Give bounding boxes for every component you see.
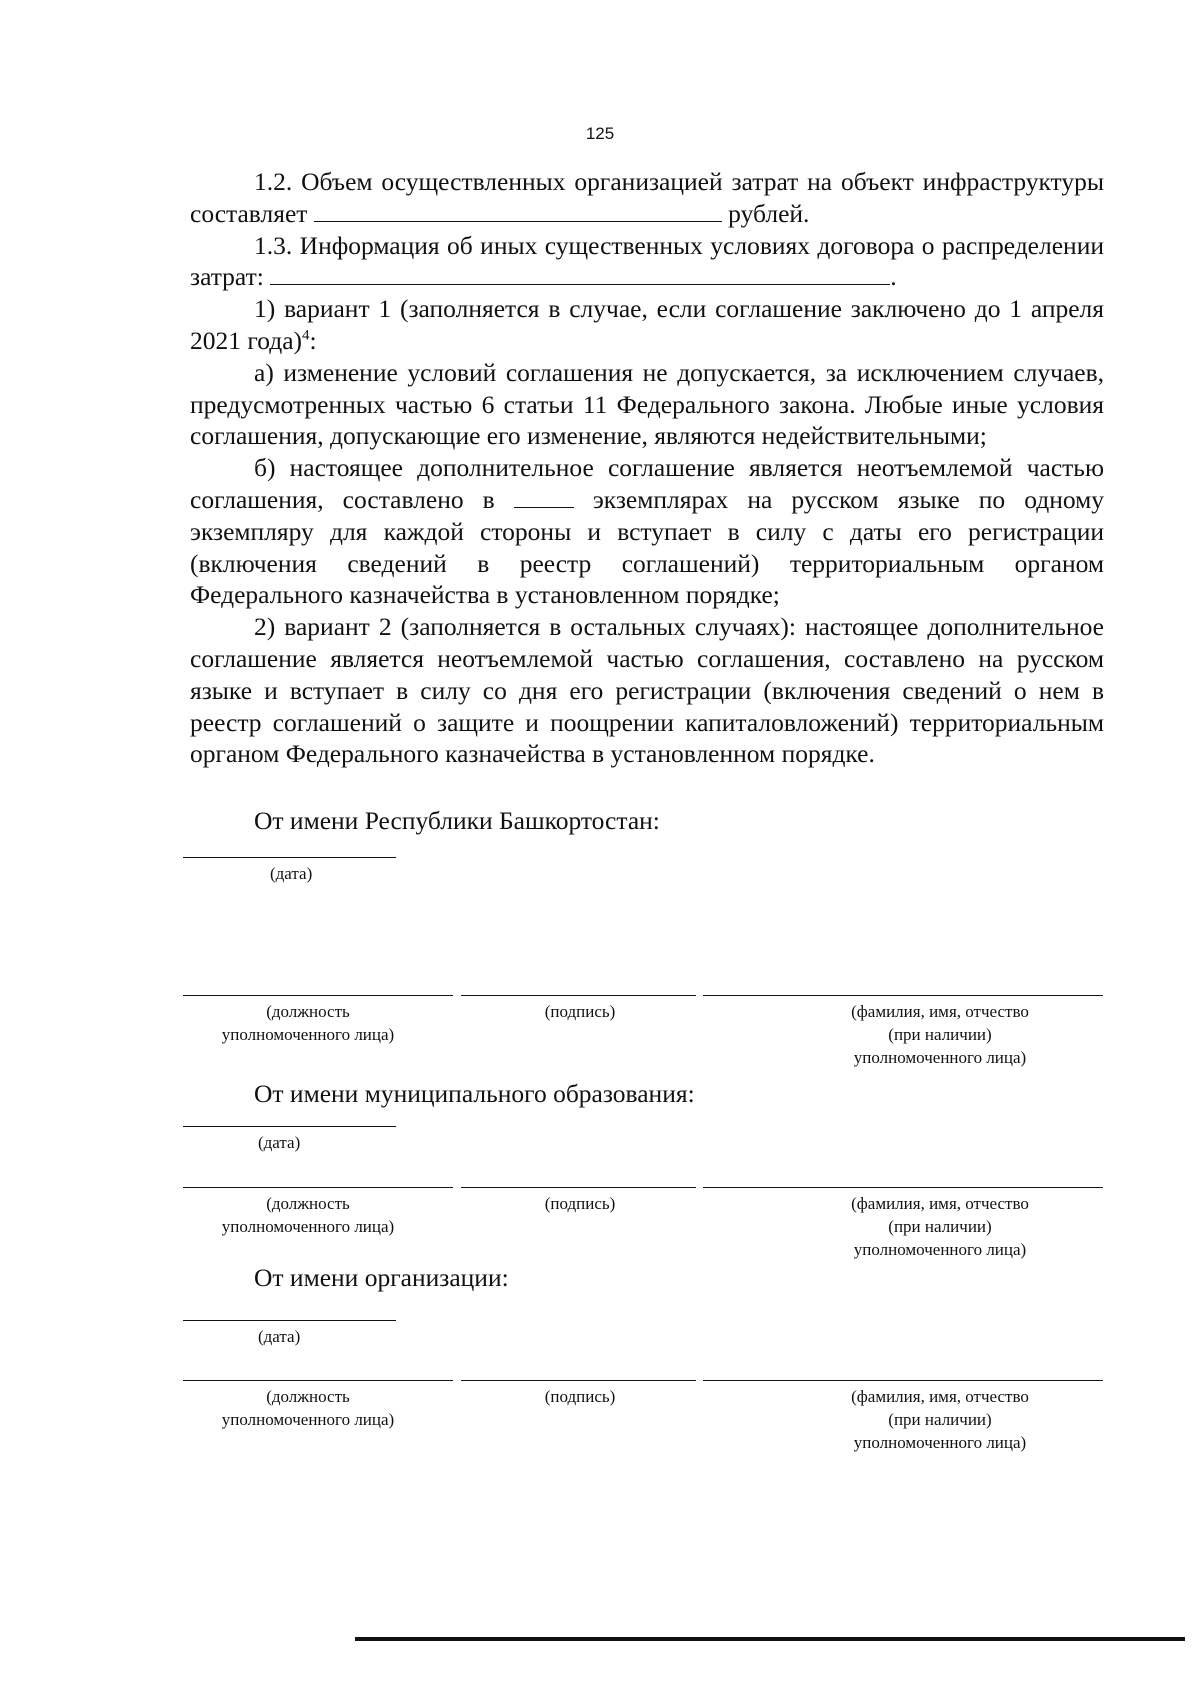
full-name-line[interactable] (703, 1187, 1103, 1188)
position-line[interactable] (183, 1187, 453, 1188)
paragraph-1-3-end: . (890, 262, 897, 292)
signature-heading-organization: От имени организации: (254, 1263, 509, 1292)
paragraph-1-3-text: 1.3. Информация об иных существенных условиях договора о распределении затрат: (190, 230, 1104, 292)
signature-caption: (подпись) (544, 1387, 616, 1406)
signature-caption: (подпись) (544, 1194, 616, 1213)
signature-heading-republic: От имени Республики Башкортостан: (254, 806, 660, 835)
signature-heading-municipality: От имени муниципального образования: (254, 1079, 695, 1108)
variant-1-text: 1) вариант 1 (заполняется в случае, если соглашение заключено до 1 апреля 2021 года) (190, 294, 1104, 355)
signature-line[interactable] (461, 1380, 696, 1381)
full-name-caption: (фамилия, имя, отчество (при наличии) уполномоченного лица) (851, 1002, 1029, 1067)
footer-rule (355, 1637, 1185, 1641)
date-line[interactable] (183, 857, 396, 858)
variant-1-end: : (309, 325, 317, 355)
page-number: 125 (585, 124, 615, 143)
date-caption: (дата) (270, 864, 313, 883)
variant-2-paragraph: 2) вариант 2 (заполняется в остальных случаях): настоящее дополнительное соглашение является неотъемлемой частью соглашения, составлено на русском языке и вступает в силу со дня его регистрации (включения сведений о нем в реестр соглашений о защите и поощрении капиталовложений) территориальным органом Федерального казначейства в установленном порядке. (190, 612, 1104, 769)
full-name-line[interactable] (703, 1380, 1103, 1381)
paragraph-1-2 (190, 166, 1104, 230)
date-line[interactable] (183, 1320, 396, 1321)
position-line[interactable] (183, 995, 453, 996)
cost-distribution-blank[interactable] (270, 262, 890, 285)
copies-count-blank[interactable] (514, 485, 574, 508)
position-caption: (должность уполномоченного лица) (221, 1002, 395, 1044)
cost-amount-blank[interactable] (314, 199, 722, 222)
item-b-end: экземплярах на русском языке по одному экземпляру для каждой стороны и вступает в силу с даты его регистрации (включения сведений в реестр соглашений) территориальным органом Федерального казначейства в установленном порядке; (190, 484, 1105, 610)
full-name-caption: (фамилия, имя, отчество (при наличии) уполномоченного лица) (851, 1387, 1029, 1452)
footnote-ref: 4 (302, 327, 310, 344)
paragraph-1-2-end: рублей. (728, 198, 810, 228)
document-body (190, 166, 1104, 770)
date-caption: (дата) (258, 1133, 301, 1152)
paragraph-1-2-text: 1.2. Объем осуществленных организацией затрат на объект инфраструктуры составляет (190, 167, 1104, 228)
variant-1-paragraph (190, 293, 1104, 357)
full-name-line[interactable] (703, 995, 1103, 996)
item-a-paragraph: а) изменение условий соглашения не допускается, за исключением случаев, предусмотренных частью 6 статьи 11 Федерального закона. Любые иные условия соглашения, допускающие его изменение, являются недействительными; (190, 357, 1104, 451)
paragraph-1-3 (190, 230, 1104, 294)
signature-caption: (подпись) (544, 1002, 616, 1021)
item-b-start: б) настоящее дополнительное соглашение является неотъемлемой частью соглашения, составлено в (190, 453, 1104, 514)
position-line[interactable] (183, 1380, 453, 1381)
item-b-paragraph (190, 452, 1104, 611)
signature-line[interactable] (461, 995, 696, 996)
date-line[interactable] (183, 1126, 396, 1127)
date-caption: (дата) (258, 1327, 301, 1346)
full-name-caption: (фамилия, имя, отчество (при наличии) уполномоченного лица) (851, 1194, 1029, 1259)
position-caption: (должность уполномоченного лица) (221, 1194, 395, 1236)
signature-line[interactable] (461, 1187, 696, 1188)
position-caption: (должность уполномоченного лица) (221, 1387, 395, 1429)
